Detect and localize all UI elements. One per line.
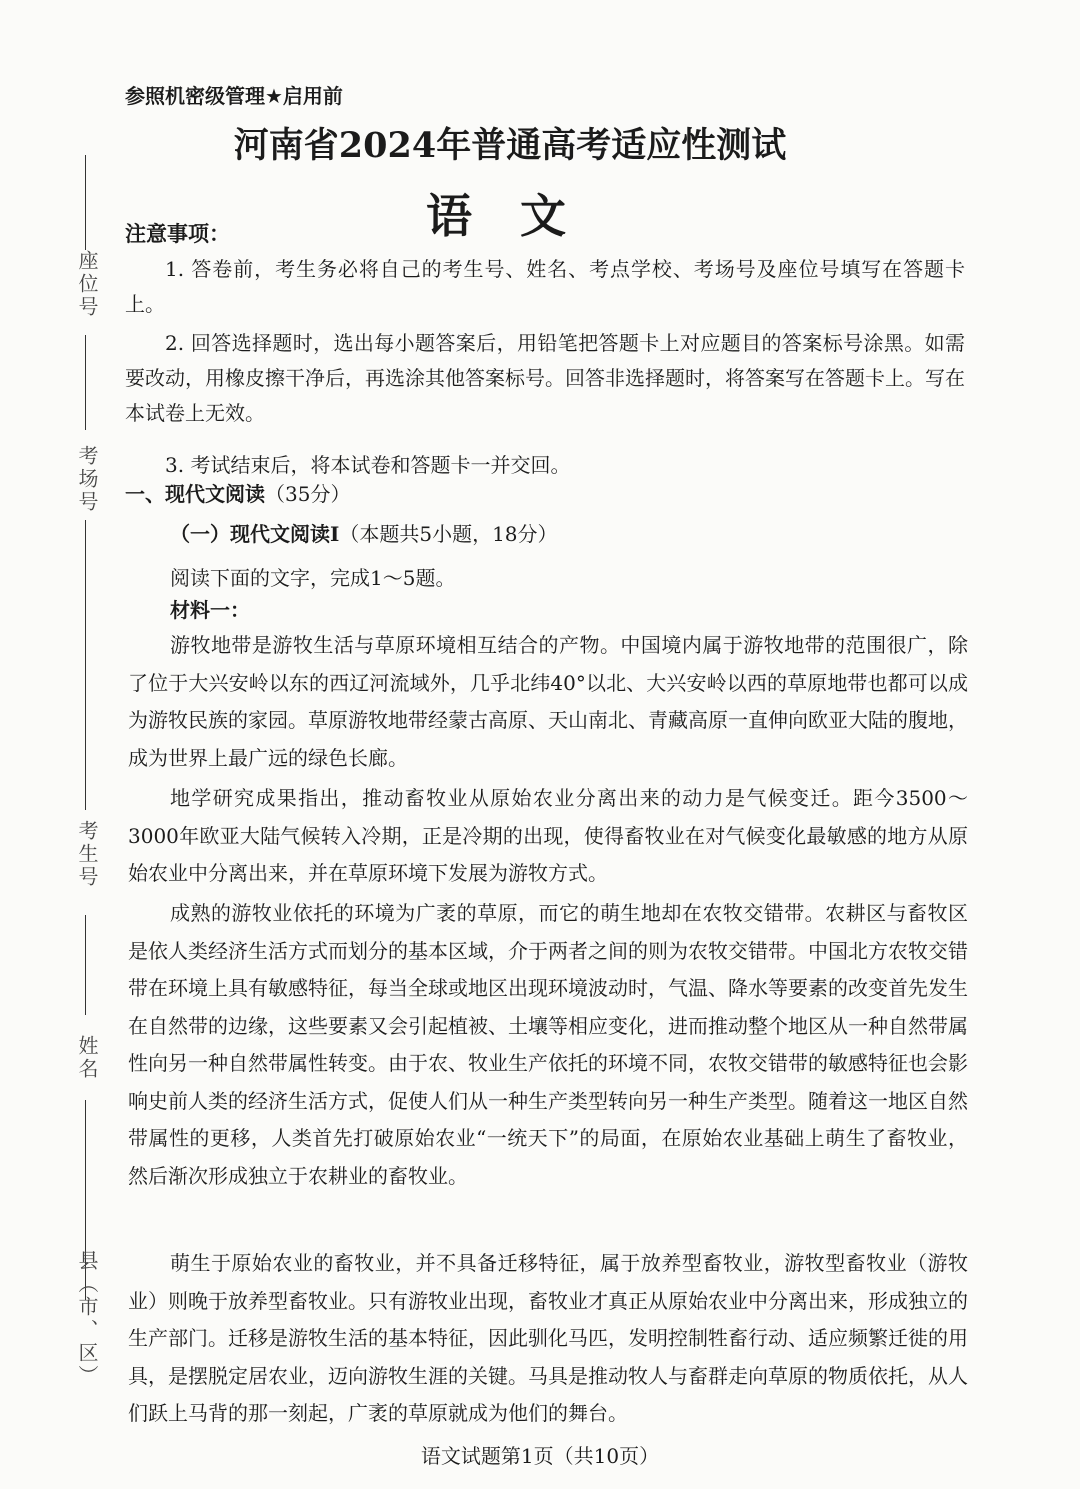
section-heading [125,478,350,507]
section-title: 一、现代文阅读 [125,482,265,506]
name-label: 姓名 [75,1035,99,1081]
reading-instruction: 阅读下面的文字，完成1～5题。 [170,566,456,590]
material-paragraph: 游牧地带是游牧生活与草原环境相互结合的产物。中国境内属于游牧地带的范围很广，除了位于大兴安岭以东的西辽河流域外，几乎北纬40°以北、大兴安岭以西的草原地带也都可以成为游牧民族的家园。草原游牧地带经蒙古高原、天山南北、青藏高原一直伸向欧亚大陆的腹地，成为世界上最广远的绿色长廊。 [128,633,968,770]
page-footer: 语文试题第1页（共10页） [420,1444,660,1468]
county-label: 县（市、区） [75,1250,99,1388]
margin-line [85,335,86,430]
notice-heading: 注意事项： [125,222,230,246]
subject-text: 语文 [426,189,614,243]
binding-margin [40,140,130,1470]
secret-level-notice: 参照机密级管理★启用前 [125,84,343,108]
seat-number-label: 座位号 [75,250,99,319]
notice-item: 3. 考试结束后，将本试卷和答题卡一并交回。 [165,453,571,477]
candidate-number-label: 考生号 [75,820,99,889]
margin-line [85,915,86,1015]
material-paragraph: 成熟的游牧业依托的环境为广袤的草原，而它的萌生地却在农牧交错带。农耕区与畜牧区是依人类经济生活方式而划分的基本区域，介于两者之间的则为农牧交错带。中国北方农牧交错带在环境上具有敏感特征，每当全球或地区出现环境波动时，气温、降水等要素的改变首先发生在自然带的边缘，这些要素又会引起植被、土壤等相应变化，进而推动整个地区从一种自然带属性向另一种自然带属性转变。由于农、牧业生产依托的环境不同，农牧交错带的敏感特征也会影响史前人类的经济生活方式，促使人们从一种生产类型转向另一种生产类型。随着这一地区自然带属性的更移，人类首先打破原始农业“一统天下”的局面，在原始农业基础上萌生了畜牧业，然后渐次形成独立于农耕业的畜牧业。 [128,901,968,1188]
material-label: 材料一： [170,598,250,622]
notice-item: 2. 回答选择题时，选出每小题答案后，用铅笔把答题卡上对应题目的答案标号涂黑。如需要改动，用橡皮擦干净后，再选涂其他答案标号。回答非选择题时，将答案写在答题卡上。写在本试卷上无效。 [125,331,965,425]
margin-line [85,520,86,810]
material-paragraph: 地学研究成果指出，推动畜牧业从原始农业分离出来的动力是气候变迁。距今3500～3000年欧亚大陆气候转入冷期，正是冷期的出现，使得畜牧业在对气候变化最敏感的地方从原始农业中分离出来，并在草原环境下发展为游牧方式。 [128,786,968,885]
exam-title [0,118,1080,168]
notice-item: 1. 答卷前，考生务必将自己的考生号、姓名、考点学校、考场号及座位号填写在答题卡上。 [125,257,965,316]
subsection-heading [170,518,558,547]
exam-title-text: 河南省2024年普通高考适应性测试 [233,125,787,166]
exam-room-label: 考场号 [75,445,99,514]
subsection-title: （一）现代文阅读Ⅰ [170,522,340,546]
section-score: （35分） [265,482,351,506]
subsection-note: （本题共5小题，18分） [339,522,558,546]
material-paragraph: 萌生于原始农业的畜牧业，并不具备迁移特征，属于放养型畜牧业，游牧型畜牧业（游牧业）则晚于放养型畜牧业。只有游牧业出现，畜牧业才真正从原始农业中分离出来，形成独立的生产部门。迁移是游牧生活的基本特征，因此驯化马匹，发明控制牲畜行动、适应频繁迁徙的用具，是摆脱定居农业，迈向游牧生涯的关键。马具是推动牧人与畜群走向草原的物质依托，从人们跃上马背的那一刻起，广袤的草原就成为他们的舞台。 [128,1251,968,1425]
